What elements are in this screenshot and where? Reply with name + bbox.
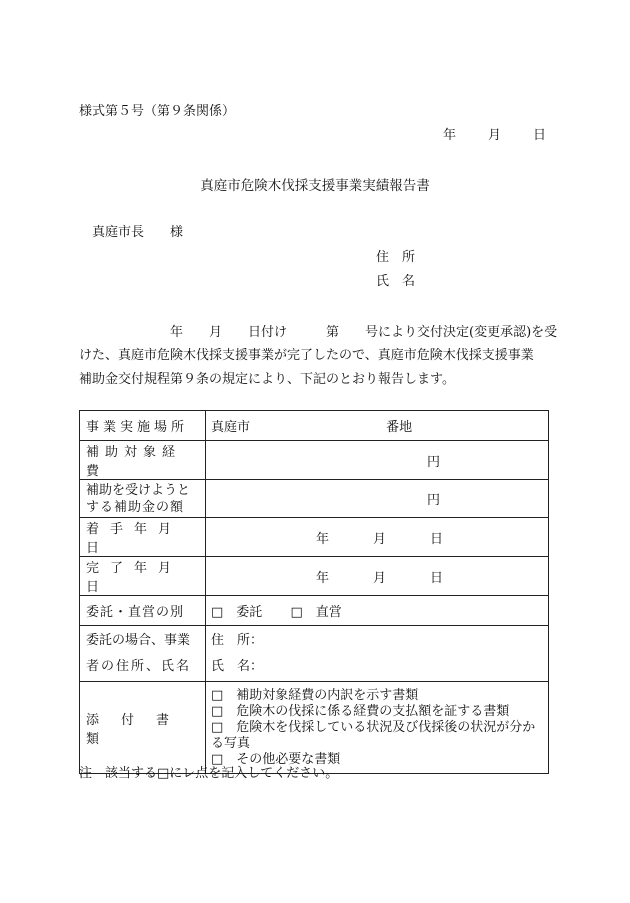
- start-month: 月: [373, 531, 387, 547]
- cost-label: 補助対象経費: [80, 441, 206, 480]
- finish-label: 完了年月日: [80, 557, 206, 596]
- subsidy-cell[interactable]: 円: [206, 480, 549, 518]
- date-month: 月: [488, 128, 502, 143]
- finish-year: 年: [316, 570, 330, 586]
- start-date-cell[interactable]: [206, 518, 549, 557]
- date-day: 日: [533, 128, 547, 143]
- report-table: [79, 410, 549, 774]
- start-label: 着手年月日: [80, 518, 206, 557]
- subsidy-label-line-1: 補助を受けようと: [86, 482, 191, 498]
- attachment-item-3[interactable]: □ 危険木を伐採している状況及び伐採後の状況が分かる写真: [211, 719, 536, 751]
- body-text-line-3: 補助金交付規程第９条の規定により、下記のとおり報告します。: [79, 372, 455, 387]
- cost-cell[interactable]: 円: [206, 441, 549, 480]
- contract-cell: [206, 596, 549, 626]
- table-row-cost: [80, 441, 549, 480]
- subsidy-label: [80, 480, 206, 518]
- contractor-label-line-2: 者の住所、氏名: [86, 658, 192, 674]
- table-row-contractor: [80, 626, 549, 682]
- date-year: 年: [443, 128, 457, 143]
- finish-day: 日: [430, 570, 444, 586]
- site-cell[interactable]: [206, 411, 549, 441]
- applicant-name-label: 氏 名: [376, 274, 416, 289]
- contractor-label-line-1: 委託の場合、事業: [86, 632, 191, 648]
- site-city: 真庭市: [211, 420, 251, 435]
- table-row-subsidy: [80, 480, 549, 518]
- subsidy-label-line-2: する補助金の額: [86, 499, 185, 515]
- form-number: 様式第５号（第９条関係）: [79, 104, 236, 119]
- contract-label: 委託・直営の別: [80, 596, 206, 626]
- contractor-cell[interactable]: [206, 626, 549, 682]
- site-banchi: 番地: [386, 420, 413, 435]
- contract-checkbox[interactable]: □ 委託: [211, 605, 263, 620]
- document-title: 真庭市危険木伐採支援事業実績報告書: [200, 178, 430, 194]
- applicant-address-label: 住 所: [376, 250, 416, 265]
- attachment-item-4[interactable]: □ その他必要な書類: [211, 751, 341, 767]
- attach-label: 添付書類: [80, 682, 206, 774]
- site-label: 事業実施場所: [80, 411, 206, 441]
- addressee: 真庭市長 様: [92, 225, 184, 240]
- body-text-line-2: けた、真庭市危険木伐採支援事業が完了したので、真庭市危険木伐採支援事業: [79, 348, 534, 363]
- direct-checkbox[interactable]: □ 直営: [290, 605, 342, 620]
- attachment-item-1[interactable]: □ 補助対象経費の内訳を示す書類: [211, 687, 419, 703]
- report-date: [443, 124, 546, 143]
- finish-date-cell[interactable]: [206, 557, 549, 596]
- contractor-label: [80, 626, 206, 682]
- attachment-item-2[interactable]: □ 危険木の伐採に係る経費の支払額を証する書類: [211, 703, 510, 719]
- table-row-finish: [80, 557, 549, 596]
- footnote: 注 該当する□にレ点を記入してください。: [79, 766, 339, 781]
- table-row-site: [80, 411, 549, 441]
- start-day: 日: [430, 531, 444, 547]
- table-row-contract: [80, 596, 549, 626]
- table-row-start: [80, 518, 549, 557]
- attachments-cell: [206, 682, 549, 774]
- body-text-line-1: 年 月 日付け 第 号により交付決定(変更承認)を受: [79, 325, 558, 340]
- table-row-attachments: [80, 682, 549, 774]
- contractor-address: 住 所：: [211, 632, 264, 648]
- start-year: 年: [316, 531, 330, 547]
- contractor-name: 氏 名：: [211, 658, 264, 674]
- finish-month: 月: [373, 570, 387, 586]
